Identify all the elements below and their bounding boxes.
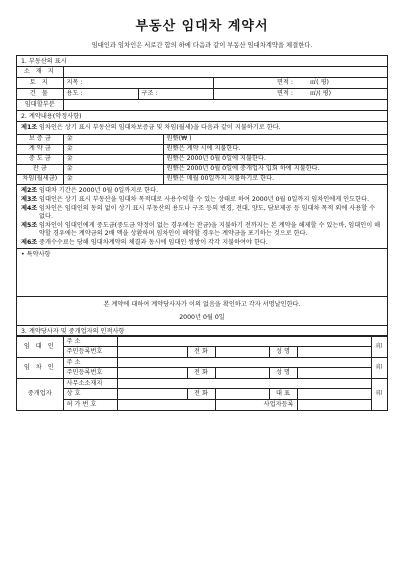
contract-money-note: 원整은 계약 시에 지불한다.: [163, 144, 387, 154]
money-row: [17, 154, 387, 164]
lessee-addr-row: [17, 357, 387, 368]
broker-office-row: [17, 378, 387, 389]
location-row: [17, 67, 387, 78]
deposit-amount[interactable]: 金: [63, 134, 163, 144]
land-area-unit[interactable]: ㎡( 평): [307, 78, 387, 89]
broker-office-label: 사무소소재지: [63, 378, 117, 389]
money-row: [17, 144, 387, 154]
building-structure[interactable]: 구조 :: [138, 89, 213, 100]
balance-label: 잔 금: [17, 164, 63, 174]
clause-3: [21, 196, 383, 204]
lessee-id-row: [17, 368, 387, 379]
clause-5-num: 제5조: [21, 222, 38, 230]
clause-6: [21, 239, 383, 247]
interim-note: 원整은 2000년 0월 0일에 지불한다.: [163, 154, 387, 164]
clause-2-text: 임대차 기간은 2000년 0월 0일까지로 한다.: [39, 186, 159, 194]
lease-part-row: [17, 100, 387, 111]
broker-rep-value[interactable]: [297, 389, 371, 400]
broker-reg-value[interactable]: [297, 399, 371, 410]
special-terms-box[interactable]: [17, 248, 387, 296]
contract-frame: [16, 55, 388, 411]
clause-4-text: 임차인은 임대인의 동의 없이 상기 표시 부동산의 용도나 구조 등의 변경, 전대, 양도, 담보제공 등 임대차 목적 외에 사용할 수 없다.: [39, 205, 376, 220]
lessor-addr-label: 주 소: [63, 336, 117, 347]
money-row: [17, 164, 387, 174]
lessee-addr-value[interactable]: [117, 357, 371, 368]
broker-phone-label: 전 화: [187, 389, 215, 400]
interim-label: 중 도 금: [17, 154, 63, 164]
contract-page: [16, 14, 388, 554]
broker-seal: 印: [371, 378, 387, 410]
clause-4: [21, 205, 383, 221]
balance-note: 원整은 2000년 0월 0일에 중개업자 입회 하에 지불한다.: [163, 164, 387, 174]
rent-note: 원整은 매월 00일까지 지불하기로 한다.: [163, 174, 387, 184]
clause-1: [21, 124, 383, 132]
lessor-label: 임 대 인: [17, 336, 63, 357]
clause-6-num: 제6조: [21, 239, 38, 247]
lessor-phone-label: 전 화: [187, 347, 215, 358]
broker-trade-label: 상 호: [63, 389, 117, 400]
clause-6-text: 중개수수료는 당해 임대차계약의 체결과 동시에 임대인 쌍방이 각각 지불하여야 한다.: [39, 239, 268, 247]
lessee-phone-value[interactable]: [215, 368, 269, 379]
lessee-seal: 印: [371, 357, 387, 378]
land-row: [17, 78, 387, 89]
section3-heading: 3. 계약당사자 및 중개업자의 인적사항: [17, 325, 387, 336]
broker-license-row: [17, 399, 387, 410]
clause-5: [21, 222, 383, 238]
deposit-label: 보 증 금: [17, 134, 63, 144]
rent-label: 차임(월세금): [17, 174, 63, 184]
lessee-name-label: 성 명: [269, 368, 297, 379]
lessor-phone-value[interactable]: [215, 347, 269, 358]
land-area-label: 면적 :: [213, 78, 307, 89]
money-row: [17, 174, 387, 184]
clause-1-num: 제1조: [21, 124, 38, 132]
contract-money-label: 계 약 금: [17, 144, 63, 154]
document-title: 부동산 임대차 계약서: [135, 19, 269, 34]
clause-1-text: 임차인은 상기 표시 부동산의 임대차보증금 및 차임(월세)을 다음과 같이 지불하기로 한다.: [39, 124, 281, 132]
lessor-name-value[interactable]: [297, 347, 371, 358]
lessor-name-label: 성 명: [269, 347, 297, 358]
clause-3-num: 제3조: [21, 195, 38, 203]
lessor-seal: 印: [371, 336, 387, 357]
clause-5-text: 임차인이 임대인에게 중도금(중도금 약정이 없는 경우에는 잔금)을 지불하기 전까지는 본 계약을 해제할 수 있는바, 임대인이 해약할 경우에는 계약금의 2배 액을 상환하며 임차인이 해약할 경우는 계약금을 포기하는 것으로 한다.: [39, 222, 381, 237]
broker-office-value[interactable]: [117, 378, 371, 389]
clause-1-wrap: [17, 122, 387, 132]
building-label: 건 물: [17, 89, 63, 100]
section2-heading: 2. 계약내용(약정사항): [17, 111, 387, 122]
interim-amount[interactable]: 金: [63, 154, 163, 164]
intro-text: 임대인과 임차인은 서로간 합의 하에 다음과 같이 부동산 임대차계약을 체결한다.: [91, 42, 313, 49]
broker-phone-value[interactable]: [215, 389, 269, 400]
confirm-text: 본 계약에 대하여 계약당사자가 이의 없음을 확인하고 각자 서명날인한다.: [103, 301, 301, 309]
balance-amount[interactable]: 金: [63, 164, 163, 174]
payment-table: [17, 134, 387, 185]
location-label: 소 재 지: [17, 67, 63, 78]
contract-money-amount[interactable]: 金: [63, 144, 163, 154]
clauses-list: [17, 185, 387, 247]
contract-date: 2000년 0월 0일: [179, 314, 225, 322]
property-table: [17, 67, 387, 112]
land-label: 토 지: [17, 78, 63, 89]
clause-4-num: 제4조: [21, 205, 38, 213]
lessee-label: 임 차 인: [17, 357, 63, 378]
building-row: [17, 89, 387, 100]
building-use[interactable]: 용도 :: [63, 89, 138, 100]
confirm-block: [17, 296, 387, 325]
rent-amount[interactable]: 金: [63, 174, 163, 184]
lessee-phone-label: 전 화: [187, 368, 215, 379]
broker-reg-label: 사업자등록: [215, 399, 297, 410]
section1-heading: 1. 부동산의 표시: [17, 56, 387, 67]
lessee-name-value[interactable]: [297, 368, 371, 379]
broker-license-label: 허 가 번 호: [63, 399, 117, 410]
lessor-id-label: 주민등록번호: [63, 347, 117, 358]
lessor-addr-value[interactable]: [117, 336, 371, 347]
location-value[interactable]: [63, 67, 387, 78]
lease-part-value[interactable]: [63, 100, 387, 111]
lessor-id-row: [17, 347, 387, 358]
broker-license-value[interactable]: [117, 399, 215, 410]
lessor-addr-row: [17, 336, 387, 347]
clause-3-text: 임대인은 상기 표시 부동산을 임대차 목적대로 사용수익할 수 있는 상태로 하여 2000년 0월 0일까지 임차인에게 인도한다.: [39, 195, 370, 203]
broker-trade-row: [17, 389, 387, 400]
lessor-id-value[interactable]: [117, 347, 187, 358]
land-category[interactable]: 지목 :: [63, 78, 213, 89]
lessee-id-label: 주민등록번호: [63, 368, 117, 379]
lessee-id-value[interactable]: [117, 368, 187, 379]
building-area-unit[interactable]: ㎡/( 평): [307, 89, 387, 100]
broker-label: 중개업자: [17, 378, 63, 410]
broker-trade-value[interactable]: [117, 389, 187, 400]
building-area-label: 면적 :: [213, 89, 307, 100]
lessee-addr-label: 주 소: [63, 357, 117, 368]
clause-2: [21, 187, 383, 195]
clause-2-num: 제2조: [21, 186, 38, 194]
lease-part-label: 임대할부분: [17, 100, 63, 111]
deposit-note: 원整(₩ ): [163, 134, 387, 144]
broker-rep-label: 대 표: [269, 389, 297, 400]
special-terms-label: • 특약사항: [21, 251, 51, 259]
parties-table: [17, 336, 387, 410]
money-row: [17, 134, 387, 144]
